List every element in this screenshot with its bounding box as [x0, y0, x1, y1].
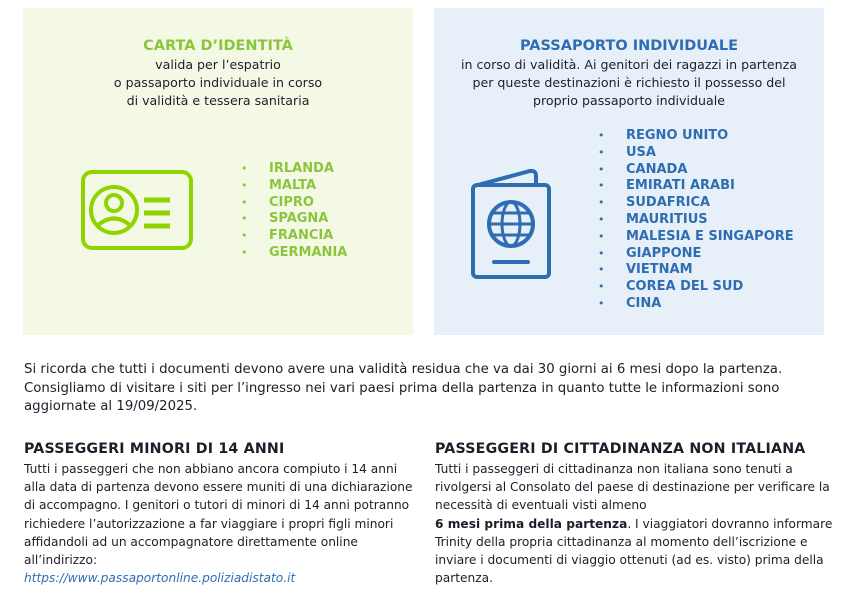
passport-icon — [470, 168, 554, 280]
desc-line: o passaporto individuale in corso — [113, 75, 323, 90]
passport-country-list — [598, 128, 794, 313]
text-line: Tutti i passeggeri che non abbiano ancora compiuto i 14 anni — [24, 462, 398, 476]
country-item: • CINA — [598, 296, 794, 313]
foreign-heading: PASSEGGERI DI CITTADINANZA NON ITALIANA — [435, 441, 806, 457]
country-item: • EMIRATI ARABI — [598, 178, 794, 195]
note-line: aggiornate al 19/09/2025. — [24, 399, 198, 415]
validity-note — [24, 361, 824, 417]
desc-line: per queste destinazioni è richiesto il possesso del — [472, 75, 786, 90]
desc-line: di validità e tessera sanitaria — [126, 93, 310, 108]
country-item: • MALTA — [241, 178, 347, 195]
country-item: • REGNO UNITO — [598, 128, 794, 145]
text-span: . I viaggiatori dovranno informare — [627, 516, 833, 531]
text-line: all’indirizzo: — [24, 553, 98, 568]
country-item: • SUDAFRICA — [598, 195, 794, 212]
note-line: Si ricorda che tutti i documenti devono avere una validità residua che va dai 30 giorni ai 6 mesi dopo la partenza. — [24, 362, 783, 377]
country-item: • GERMANIA — [241, 245, 347, 262]
passport-panel — [434, 8, 824, 335]
country-item: • IRLANDA — [241, 161, 347, 178]
country-item: • COREA DEL SUD — [598, 279, 794, 296]
passport-title: PASSAPORTO INDIVIDUALE — [519, 38, 739, 54]
passport-description — [434, 56, 824, 110]
country-item: • USA — [598, 145, 794, 162]
text-line: inviare i documenti di viaggio ottenuti (ad es. visto) prima della — [435, 553, 824, 568]
minors-section — [24, 440, 424, 587]
deadline-bold: 6 mesi prima della partenza — [435, 516, 628, 531]
country-item: • CIPRO — [241, 195, 347, 212]
text-line: di accompagno. I genitori o tutori di minori di 14 anni potranno — [24, 498, 410, 513]
text-line: affidandoli ad un accompagnatore direttamente online — [24, 534, 358, 549]
minors-heading: PASSEGGERI MINORI DI 14 ANNI — [24, 441, 285, 457]
desc-line: in corso di validità. Ai genitori dei ragazzi in partenza — [461, 57, 797, 72]
text-line: rivolgersi al Consolato del paese di destinazione per verificare la — [435, 480, 830, 495]
id-card-icon — [80, 169, 194, 251]
id-card-panel — [23, 8, 413, 335]
country-item: • MAURITIUS — [598, 212, 794, 229]
country-item: • CANADA — [598, 162, 794, 179]
text-line: alla data di partenza devono essere muniti di una dichiarazione — [24, 480, 413, 495]
note-line: Consigliamo di visitare i siti per l’ingresso nei vari paesi prima della partenza in quanto tutte le informazioni sono — [24, 380, 780, 396]
country-item: • MALESIA E SINGAPORE — [598, 229, 794, 246]
text-line: richiedere l’autorizzazione a far viaggiare i propri figli minori — [24, 516, 394, 531]
passport-online-link[interactable]: https://www.passaportonline.poliziadistato.it — [24, 571, 296, 586]
text-line: Trinity della propria cittadinanza al momento dell’iscrizione e — [435, 534, 808, 549]
country-item: • FRANCIA — [241, 228, 347, 245]
text-line — [435, 515, 835, 533]
foreign-citizens-section — [435, 440, 835, 587]
id-card-title: CARTA D’IDENTITÀ — [143, 38, 293, 54]
country-item: • GIAPPONE — [598, 246, 794, 263]
country-item: • SPAGNA — [241, 211, 347, 228]
text-line: necessità di eventuali visti almeno — [435, 498, 647, 513]
id-card-country-list — [241, 161, 347, 262]
country-item: • VIETNAM — [598, 262, 794, 279]
text-line: partenza. — [435, 571, 493, 586]
desc-line: proprio passaporto individuale — [533, 93, 725, 108]
desc-line: valida per l’espatrio — [155, 57, 281, 72]
text-line: Tutti i passeggeri di cittadinanza non italiana sono tenuti a — [435, 462, 793, 476]
id-card-description — [23, 56, 413, 110]
